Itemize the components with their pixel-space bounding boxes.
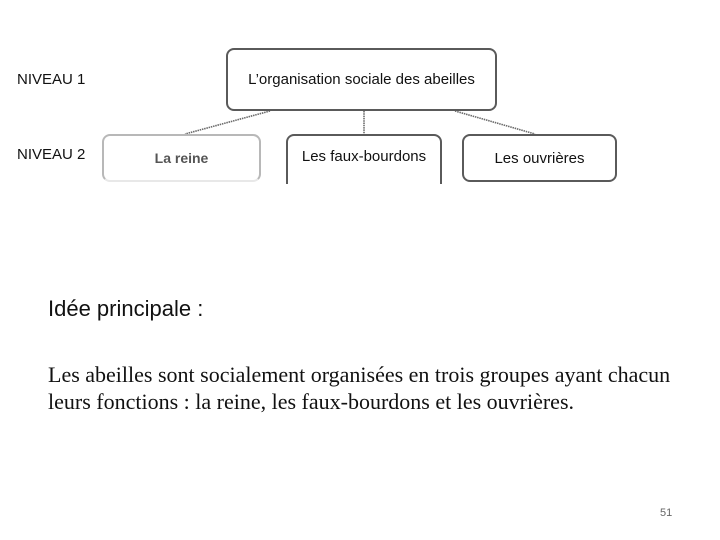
page-number: 51 — [660, 507, 673, 519]
connector-root-to-ouvrieres — [455, 111, 535, 134]
main-idea-text: Les abeilles sont socialement organisées en trois groupes ayant chacun leurs fonctions : la reine, les faux-bourdons et les ouvrières. — [48, 362, 671, 414]
level-1-label: NIVEAU 1 — [17, 71, 86, 88]
diagram-node-reine: La reine — [102, 134, 261, 182]
connector-root-to-reine — [185, 111, 270, 134]
level-2-label: NIVEAU 2 — [17, 146, 86, 163]
diagram-root-node: L’organisation sociale des abeilles — [226, 48, 497, 111]
diagram-node-faux-bourdons: Les faux-bourdons — [286, 134, 442, 184]
main-idea-title: Idée principale : — [48, 296, 204, 321]
diagram-node-ouvrieres: Les ouvrières — [462, 134, 617, 182]
